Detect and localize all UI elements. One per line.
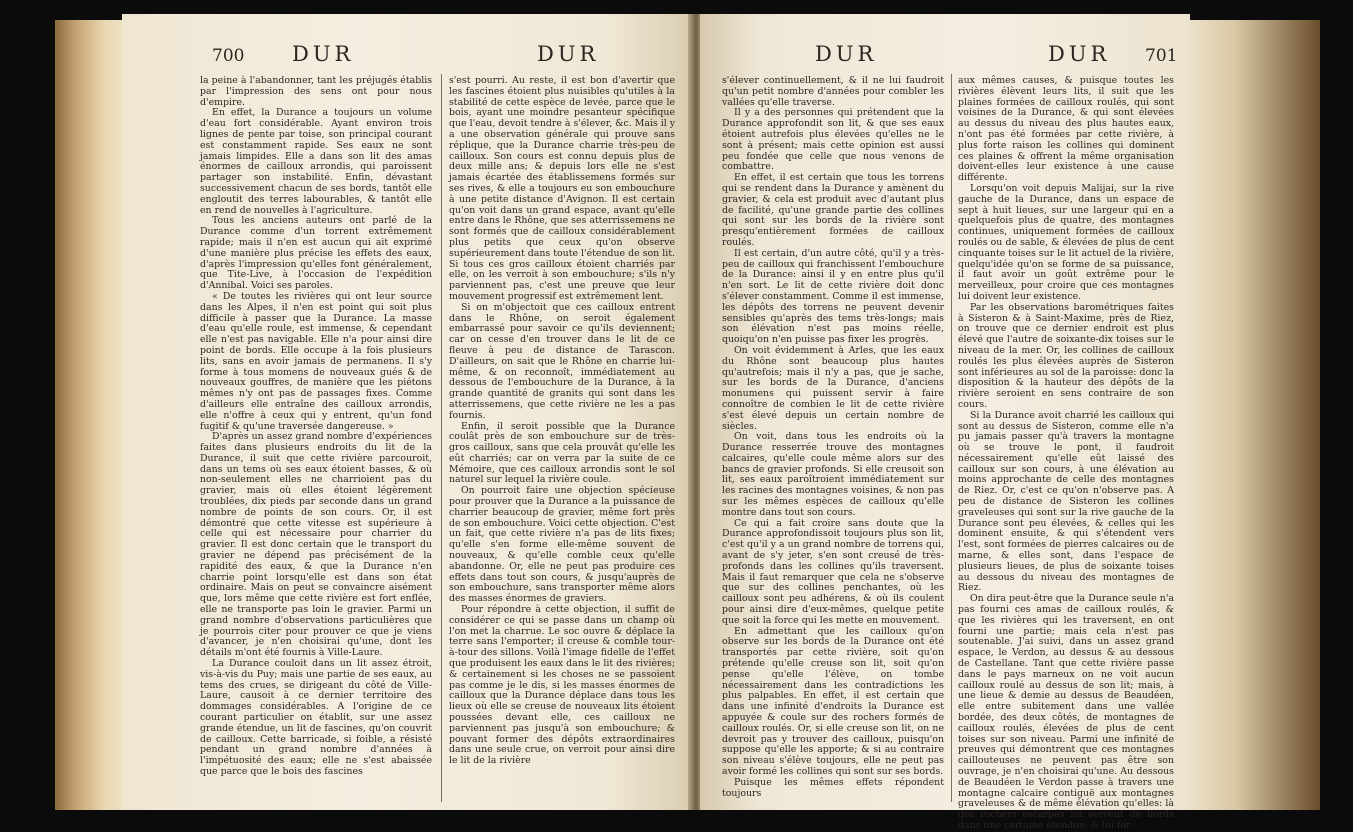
running-head: DUR [815,42,878,66]
paragraph: On voit, dans tous les endroits où la Durance resserrée trouve des montagnes calcaires, qu'elle coule même alors sur des bancs de gravier profonds. Si elle creusoit son lit, ses eaux paroîtroient immédiatement sur les racines des montagnes voisines, & non pas sur les mêmes espèces de cailloux qu'elle montre dans tout son cours. [722,431,944,518]
paragraph: Puisque les mêmes effets répondent toujours [722,776,944,799]
right-page [700,14,1190,831]
paragraph: En effet, il est certain que tous les torrens qui se rendent dans la Durance y amènent du gravier, & cela est produit avec d'autant plus de facilité, qu'une grande partie des collines qui sont sur les bords de la rivière sont presqu'entièrement formées de cailloux roulés. [722,172,944,248]
book-fore-edge-right [1180,20,1320,810]
paragraph: La Durance couloit dans un lit assez étroit, vis-à-vis du Puy; mais une partie de ses eaux, au tems des crues, se dirigeant du côté de Ville-Laure, causoit à ce dernier territoire des dommages considérables. A l'origine de ce courant particulier on établit, sur une assez grande étendue, un lit de fascines, qu'on couvrit de cailloux. Cette barricade, si foible, a résisté pendant un grand nombre d'années à l'impétuosité des eaux; elle ne s'est abaissée que parce que le bois des fascines [200,658,432,777]
paragraph: Il est certain, d'un autre côté, qu'il y a très-peu de cailloux qui franchissent l'embouchure de la Durance: ainsi il y en entre plus qu'il n'en sort. Le lit de cette rivière doit donc s'élever constamment. Comme il est immense, les dépôts des torrens ne peuvent devenir sensibles qu'après des tems très-longs; mais son élévation n'est pas moins réelle, quoiqu'on n'en puisse pas fixer les progrès. [722,247,944,346]
column-rule [441,74,442,802]
paragraph: Si la Durance avoit charrié les cailloux qui sont au dessus de Sisteron, comme elle n'a pu jamais passer qu'à travers la montagne où se trouve le pont, il faudroit nécessairement qu'elle eût laissé des cailloux sur son cours, à une élévation au moins approchante de celle des montagnes de Riez. Or, c'est ce qu'on n'observe pas. A peu de distance de Sisteron les collines graveleuses qui sont sur la rive gauche de la Durance sont peu élevées, & celles qui les dominent ensuite, & qui s'étendent vers l'est, sont formées de pierres calcaires ou de marne, & elles sont, dans l'espace de plusieurs lieues, de plus de soixante toises au dessous du niveau des montagnes de Riez. [958,409,1174,594]
paragraph: Par les observations barométriques faites à Sisteron & à Saint-Maxime, près de Riez, on trouve que ce dernier endroit est plus élevé que l'autre de soixante-dix toises sur le niveau de la mer. Or, les collines de cailloux roulés les plus élevées auprès de Sisteron sont inférieures au sol de la paroisse: donc la disposition & la hauteur des dépôts de la rivière seroient en sens contraire de son cours. [958,301,1174,410]
paragraph: Pour répondre à cette objection, il suffit de considérer ce qui se passe dans un champ où l'on met la charrue. Le soc ouvre & déplace la terre sans l'emporter; il creuse & comble tour-à-tour des sillons. Voilà l'image fidelle de l'effet que produisent les eaux dans le lit des rivières; & certainement si les choses ne se passoient pas comme je le dis, si les masses énormes de cailloux que la Durance déplace dans tous les lieux où elle se creuse de nouveaux lits étoient poussées devant elle, ces cailloux ne parviennent pas jusqu'à son embouchure; & pouvant former des dépôts extraordinaires dans une seule crue, on verroit pour ainsi dire le lit de la rivière [449,604,675,767]
paragraph: On voit évidemment à Arles, que les eaux du Rhône sont beaucoup plus hautes qu'autrefois; mais il n'y a pas, que je sache, sur les bords de la Durance, d'anciens monumens qui puissent servir à faire connoître de combien le lit de cette rivière s'est élevé depuis un certain nombre de siècles. [722,344,944,432]
paragraph: D'après un assez grand nombre d'expériences faites dans plusieurs endroits du lit de la Durance, il suit que cette rivière parcouroit, dans un tems où ses eaux étoient basses, & où non-seulement elles ne charrioient pas du gravier, mais où elles étoient légèrement troublées, dix pieds par seconde dans un grand nombre de points de son cours. Or, il est démontré que cette vitesse est supérieure à celle qui est nécessaire pour charrier du gravier. Il est donc certain que le transport du gravier ne dépend pas précisément de la rapidité des eaux, & que la Durance n'en charrie point lorsqu'elle est dans son état ordinaire. Mais on peut se convaincre aisément que, lors même que cette rivière est fort enflée, elle ne transporte pas loin le gravier. Parmi un grand nombre d'observations particulières que je pourrois citer pour prouver ce que je viens d'avancer, je n'en choisirai qu'une, dont les détails m'ont été fournis à Ville-Laure. [200,431,432,659]
paragraph: la peine à l'abandonner, tant les préjugés établis par l'impression des sens ont pour nous d'empire. [200,75,432,108]
paragraph: On dira peut-être que la Durance seule n'a pas fourni ces amas de cailloux roulés, & que les rivières qui les traversent, en ont fourni une partie; mais cela n'est pas soutenable. J'ai suivi, dans un assez grand espace, le Verdon, au dessus & au dessous de Castellane. Tant que cette rivière passe dans le pays marneux on ne voit aucun cailloux roulé au dessus de son lit; mais, à une lieue & demie au dessus de Beaudéen, elle entre subitement dans une vallée bordée, des deux côtés, de montagnes de cailloux roulés, élevées de plus de cent toises sur son niveau. Parmi une infinité de preuves qui démontrent que ces montagnes caillouteuses ne peuvent pas être son ouvrage, je n'en choisirai qu'une. Au dessous de Beaudéen le Verdon passe à travers une montagne calcaire contiguë aux montagnes graveleuses & de même élévation qu'elles: là des rochers escarpés lui servent de bords dans une certaine étendue, & lui for- [958,593,1174,831]
paragraph: Il y a des personnes qui prétendent que la Durance approfondit son lit, & que ses eaux étoient autrefois plus élevées qu'elles ne le sont à présent; mais cette opinion est aussi peu fondée que celle que nous venons de combattre. [722,107,944,173]
paragraph: s'est pourri. Au reste, il est bon d'avertir que les fascines étoient plus nuisibles qu'utiles à la stabilité de cette espèce de levée, parce que le bois, ayant une moindre pesanteur spécifique que l'eau, devoit tendre à s'élever, &c. Mais il y a une observation générale qui prouve sans réplique, que la Durance charrie très-peu de cailloux. Son cours est connu depuis plus de deux mille ans; & depuis lors elle ne s'est jamais écartée des établissemens formés sur ses rives, & elle a toujours eu son embouchure à une petite distance d'Avignon. Il est certain qu'on voit dans un grand espace, avant qu'elle entre dans le Rhône, que ses atterrissemens ne sont formés que de cailloux considérablement plus petits que ceux qu'on observe supérieurement dans toute l'étendue de son lit. Si tous ces gros cailloux étoient charriés par elle, on les verroit à son embouchure; s'ils n'y parviennent pas, c'est une preuve que leur mouvement progressif est extrêmement lent. [449,75,675,302]
column-rule [951,74,952,802]
paragraph: Tous les anciens auteurs ont parlé de la Durance comme d'un torrent extrêmement rapide; mais il n'en est aucun qui ait exprimé d'une manière plus précise les effets des eaux, d'après l'impression qu'elles font généralement, que Tite-Live, à l'occasion de l'expédition d'Annibal. Voici ses paroles. [200,215,432,292]
left-page [122,14,692,810]
left-page-column-1 [200,76,432,778]
running-head: DUR [292,42,355,66]
paragraph: Lorsqu'on voit depuis Malijai, sur la rive gauche de la Durance, dans un espace de sept à huit lieues, sur une largeur qui en a quelquefois plus de quatre, des montagnes continues, uniquement formées de cailloux roulés ou de sable, & élevées de plus de cent cinquante toises sur le lit actuel de la rivière, quelqu'idée qu'on se forme de sa puissance, il faut avoir un goût extrême pour le merveilleux, pour croire que ces montagnes lui doivent leur existence. [958,182,1174,302]
page-number-left: 700 [212,46,245,66]
left-page-column-2 [449,76,675,767]
paragraph: aux mêmes causes, & puisque toutes les rivières élèvent leurs lits, il suit que les plaines formées de cailloux roulés, qui sont voisines de la Durance, & qui sont élevées au dessus du niveau des plus hautes eaux, n'ont pas été formées par cette rivière, à plus forte raison les collines qui dominent ces plaines & offrent la même organisation doivent-elles leur existence à une cause différente. [958,75,1174,184]
paragraph: En admettant que les cailloux qu'on observe sur les bords de la Durance ont été transportés par cette rivière, soit qu'on prétende qu'elle creuse son lit, soit qu'on pense qu'elle l'élève, on tombe nécessairement dans les contradictions les plus palpables. En effet, il est certain que dans une infinité d'endroits la Durance est appuyée & coule sur des rochers formés de cailloux roulés. Or, si elle creuse son lit, on ne devroit pas y trouver des cailloux, puisqu'on suppose qu'elle les apporte; & si au contraire son niveau s'élève toujours, elle ne peut pas avoir formé les collines qui sont sur ses bords. [722,625,944,777]
paragraph: On pourroit faire une objection spécieuse pour prouver que la Durance a la puissance de charrier beaucoup de gravier, même fort près de son embouchure. Voici cette objection. C'est un fait, que cette rivière n'a pas de lits fixes; qu'elle s'en forme elle-même souvent de nouveaux, & qu'elle comble ceux qu'elle abandonne. Or, elle ne peut pas produire ces effets dans tout son cours, & jusqu'auprès de son embouchure, sans transporter même alors des masses énormes de graviers. [449,485,675,605]
running-head: DUR [537,42,600,66]
right-page-column-1 [722,76,944,799]
paragraph: Si on m'objectoit que ces cailloux entrent dans le Rhône, on seroit également embarrassé pour savoir ce qu'ils deviennent; car on cesse d'en trouver dans le lit de ce fleuve à peu de distance de Tarascon. D'ailleurs, on sait que le Rhône en charrie lui-même, & on reconnoît, immédiatement au dessous de l'embouchure de la Durance, à la grande quantité de granits qui sont dans les atterrissemens, que cette rivière ne les a pas fournis. [449,301,675,421]
paragraph: « De toutes les rivières qui ont leur source dans les Alpes, il n'en est point qui soit plus difficile à passer que la Durance. La masse d'eau qu'elle roule, est immense, & cependant elle n'est pas navigable. Elle n'a pour ainsi dire point de bords. Elle occupe à la fois plusieurs lits, sans en avoir jamais de permanens. Il s'y forme à tous momens de nouveaux gués & de nouveaux gouffres, de manière que les piétons mêmes n'y ont pas de passages fixes. Comme d'ailleurs elle entraîne des cailloux arrondis, elle n'offre à ceux qui y entrent, qu'un fond fugitif & qu'une traversée dangereuse. » [200,290,432,432]
paragraph: Enfin, il seroit possible que la Durance coulât près de son embouchure sur de très-gros cailloux, sans que cela prouvât qu'elle les eût charriés; car on verra par la suite de ce Mémoire, que ces cailloux arrondis sont le sol naturel sur lequel la rivière coule. [449,420,675,486]
paragraph: En effet, la Durance a toujours un volume d'eau fort considérable. Ayant environ trois lignes de pente par toise, son principal courant est constamment rapide. Ses eaux ne sont jamais limpides. Elle a dans son lit des amas énormes de cailloux arrondis, qui paroissent partager son instabilité. Enfin, dévastant successivement chacun de ses bords, tantôt elle engloutit des terres labourables, & tantôt elle en rend de nouvelles à l'agriculture. [200,107,432,216]
paragraph: s'élever continuellement, & il ne lui faudroit qu'un petit nombre d'années pour combler les vallées qu'elle traverse. [722,75,944,108]
page-number-right: 701 [1145,46,1178,66]
running-head: DUR [1048,42,1111,66]
right-page-column-2 [958,76,1174,832]
paragraph: Ce qui a fait croire sans doute que la Durance approfondissoit toujours plus son lit, c'est qu'il y a un grand nombre de torrens qui, avant de s'y jeter, s'en sont creusé de très-profonds dans les collines qu'ils traversent. Mais il faut remarquer que cela ne s'observe que sur des collines penchantes, où les cailloux sont peu adhérens, & où ils coulent pour ainsi dire d'eux-mêmes, quelque petite que soit la force qui les mette en mouvement. [722,517,944,626]
